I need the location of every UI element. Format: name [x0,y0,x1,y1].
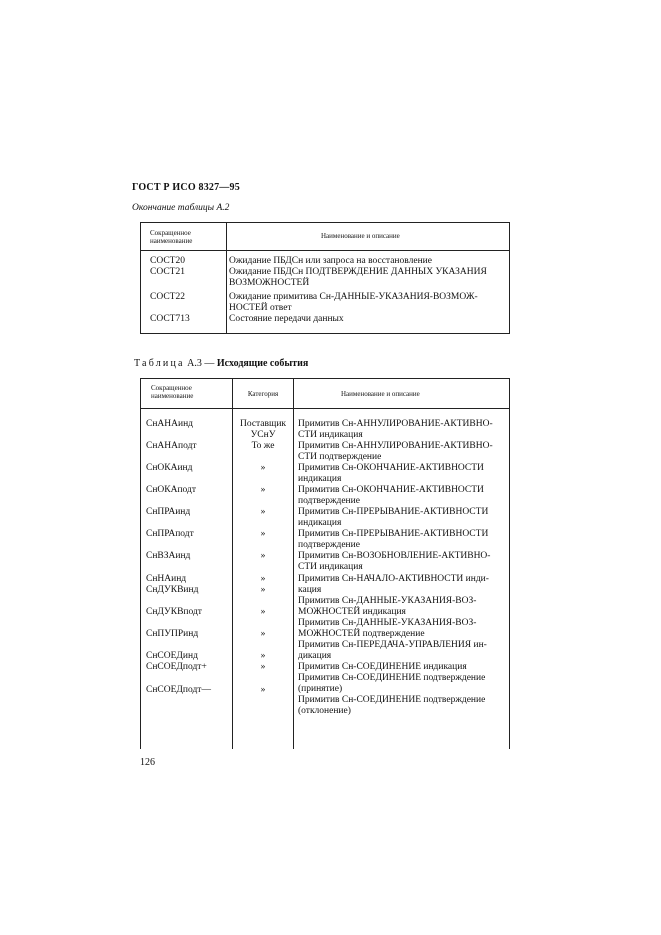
col-header-abbr: Сокращенное наименование [150,229,193,245]
table-row-desc: СТИ индикация [298,562,363,572]
table-row-desc: (отклонение) [298,706,351,716]
table-row-category: » [260,607,266,617]
table-row-abbr: СнПРАинд [146,507,191,517]
table-row-desc: Ожидание примитива Сн-ДАННЫЕ-УКАЗАНИЯ-ВОЗМОЖ- [229,292,478,302]
table-row-category: » [260,485,266,495]
table-row-category: » [260,529,266,539]
table-row-desc: Примитив Сн-АННУЛИРОВАНИЕ-АКТИВНО- [298,441,493,451]
table-row-category: » [260,651,266,661]
header-divider [141,250,509,251]
table-row-desc: индикация [298,518,342,528]
table-row-desc: ВОЗМОЖНОСТЕЙ [229,278,310,288]
table-row-desc: Примитив Сн-ПРЕРЫВАНИЕ-АКТИВНОСТИ [298,529,489,539]
table-row-desc: Примитив Сн-ОКОНЧАНИЕ-АКТИВНОСТИ [298,485,484,495]
table-row-abbr: СнАНАподт [146,441,197,451]
table-row-abbr: СнОКАподт [146,485,197,495]
col-header-category: Категория [247,390,279,398]
table-row-desc: Примитив Сн-НАЧАЛО-АКТИВНОСТИ инди- [298,574,489,584]
table-title-name: Исходящие события [216,358,309,369]
table-row-category: » [260,662,266,672]
table-row-desc: подтверждение [298,540,360,550]
table-row-category: » [260,685,266,695]
table-row-desc: дикация [298,651,332,661]
table-row-category: » [260,629,266,639]
table-row-abbr: СнСОЕДподт+ [146,662,207,672]
table-row-abbr: СнАНАинд [146,419,194,429]
page-number: 126 [140,757,155,768]
table-row-abbr: СнПРАподт [146,529,194,539]
table-row-desc: кация [298,585,322,595]
table-row-abbr: СОСТ21 [150,267,185,277]
table-row-desc: Примитив Сн-ДАННЫЕ-УКАЗАНИЯ-ВОЗ- [298,596,477,606]
table-row-abbr: СнВЗАинд [146,551,191,561]
column-divider [293,379,294,749]
table-row-abbr: СОСТ20 [150,256,185,266]
table-row-abbr: СнСОЕДподт— [146,685,211,695]
table-row-abbr: СОСТ713 [150,314,190,324]
table-row-desc: Примитив Сн-ПРЕРЫВАНИЕ-АКТИВНОСТИ [298,507,489,517]
table-row-desc: Примитив Сн-ВОЗОБНОВЛЕНИЕ-АКТИВНО- [298,551,491,561]
table-row-desc: СТИ индикация [298,430,363,440]
table-row-desc: индикация [298,474,342,484]
table-row-desc: СТИ подтверждение [298,452,382,462]
table-row-desc: МОЖНОСТЕЙ индикация [298,607,406,617]
table-row-abbr: СнПУПРинд [146,629,199,639]
table-continuation-caption: Окончание таблицы А.2 [132,203,230,213]
table-a2 [140,222,510,334]
table-row-category: Поставщик [239,419,287,429]
table-row-category: » [260,463,266,473]
table-row-abbr: СнСОЕДинд [146,651,198,661]
table-row-desc: Примитив Сн-ДАННЫЕ-УКАЗАНИЯ-ВОЗ- [298,618,477,628]
header-divider [141,408,509,409]
col-header-desc: Наименование и описание [341,390,420,398]
table-row-abbr: СнОКАинд [146,463,193,473]
table-row-category: » [260,574,266,584]
table-row-desc: НОСТЕЙ ответ [229,303,292,313]
table-row-desc: Примитив Сн-ПЕРЕДАЧА-УПРАВЛЕНИЯ ин- [298,640,487,650]
table-row-abbr: СОСТ22 [150,292,185,302]
table-a3-title [134,358,308,369]
table-row-desc: Примитив Сн-ОКОНЧАНИЕ-АКТИВНОСТИ [298,463,484,473]
table-row-category: УСнУ [250,430,276,440]
table-row-desc: МОЖНОСТЕЙ подтверждение [298,629,425,639]
table-row-desc: (принятие) [298,684,343,694]
table-row-category: » [260,585,266,595]
table-row-category: » [260,551,266,561]
table-row-category: То же [251,441,275,451]
table-a3 [140,378,510,749]
table-row-desc: Примитив Сн-СОЕДИНЕНИЕ подтверждение [298,695,486,705]
table-row-abbr: СнДУКВинд [146,585,199,595]
col-header-desc: Наименование и описание [321,232,400,240]
table-row-category: » [260,507,266,517]
table-row-desc: Состояние передачи данных [229,314,344,324]
table-row-desc: Примитив Сн-АННУЛИРОВАНИЕ-АКТИВНО- [298,419,493,429]
document-header: ГОСТ Р ИСО 8327—95 [132,182,240,193]
table-title-number: А.3 — [187,358,215,369]
table-row-desc: подтверждение [298,496,360,506]
table-row-desc: Ожидание ПБДСн или запроса на восстановление [229,256,432,266]
table-row-abbr: СнНАинд [146,574,187,584]
table-row-desc: Примитив Сн-СОЕДИНЕНИЕ индикация [298,662,467,672]
column-divider [226,223,227,333]
table-row-abbr: СнДУКВподт [146,607,202,617]
table-title-prefix: Таблица [134,358,185,369]
table-row-desc: Примитив Сн-СОЕДИНЕНИЕ подтверждение [298,673,486,683]
table-row-desc: Ожидание ПБДСн ПОДТВЕРЖДЕНИЕ ДАННЫХ УКАЗАНИЯ [229,267,487,277]
col-header-abbr: Сокращенное наименование [151,384,194,400]
